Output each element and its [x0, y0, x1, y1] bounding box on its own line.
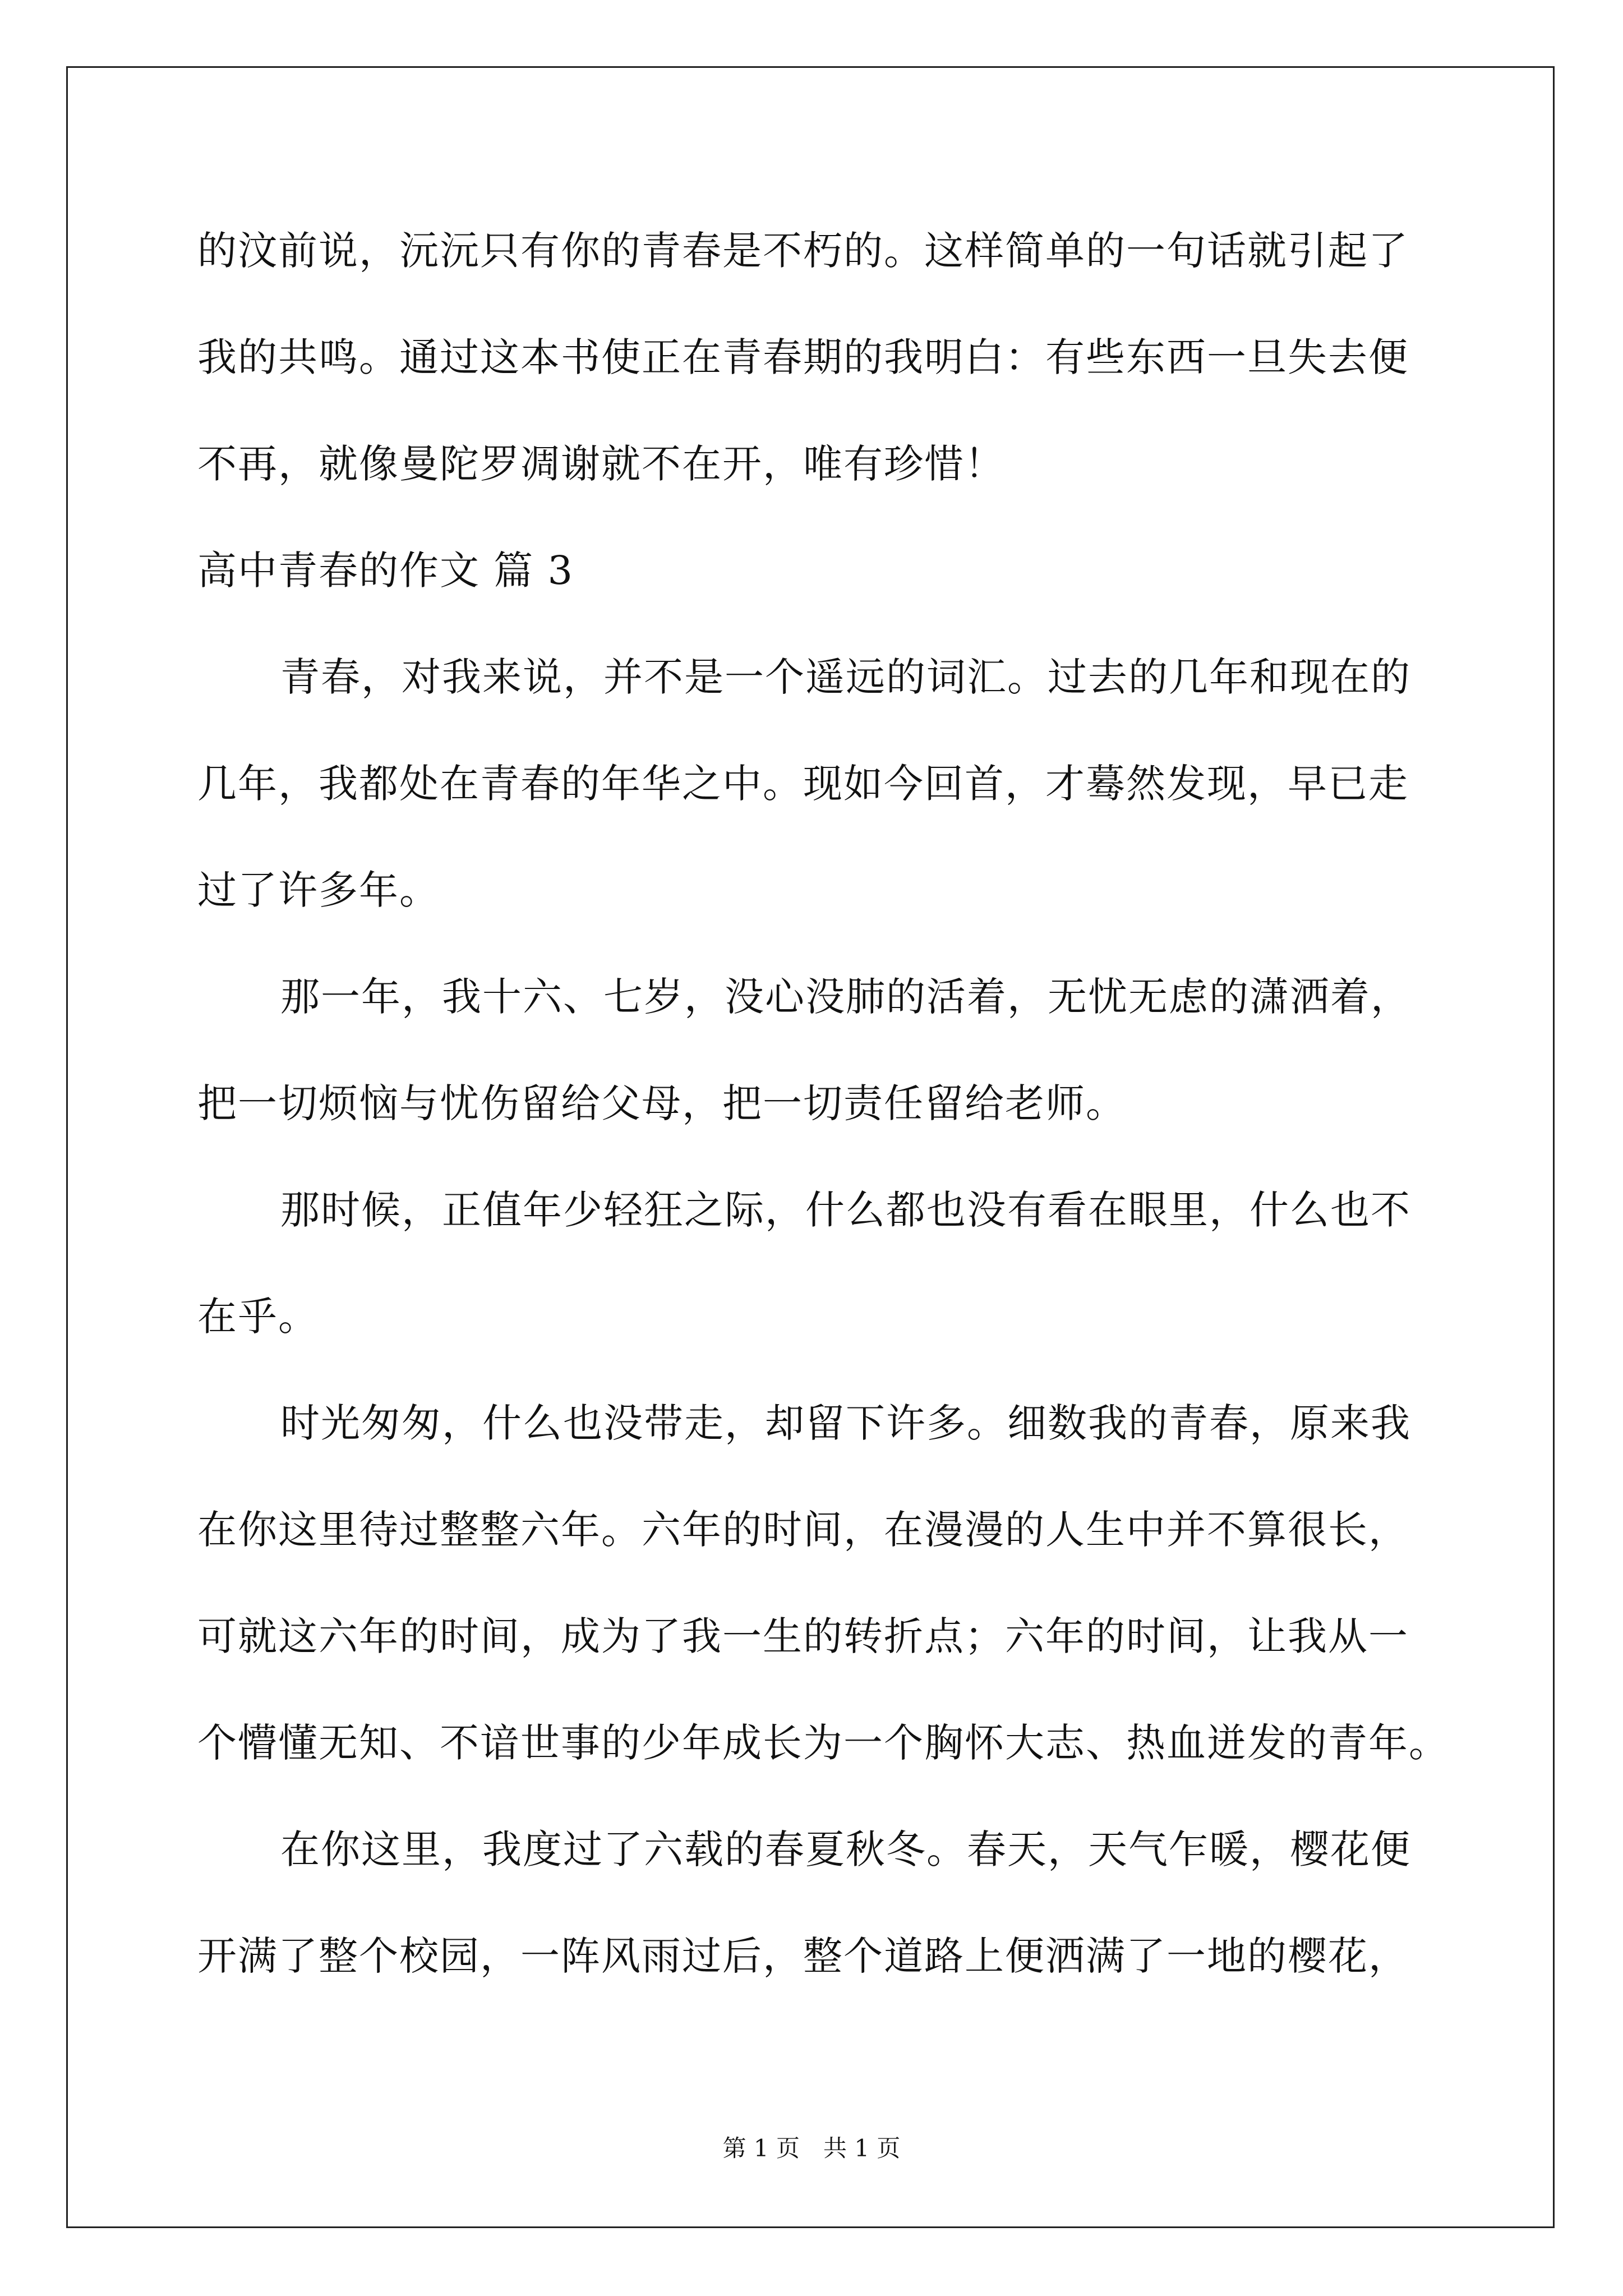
text-line: 在乎。 — [197, 1294, 319, 1340]
text-line: 过了许多年。 — [197, 867, 440, 913]
text-line: 我的共鸣。通过这本书使正在青春期的我明白：有些东西一旦失去便 — [197, 334, 1409, 380]
text-line: 那一年，我十六、七岁，没心没肺的活着，无忧无虑的潇洒着， — [280, 974, 1411, 1020]
text-line: 个懵懂无知、不谙世事的少年成长为一个胸怀大志、热血迸发的青年。 — [197, 1720, 1449, 1766]
section-heading: 高中青春的作文 篇 3 — [197, 547, 574, 593]
text-line: 几年，我都处在青春的年华之中。现如今回首，才蓦然发现，早已走 — [197, 761, 1409, 807]
text-line: 青春，对我来说，并不是一个遥远的词汇。过去的几年和现在的 — [280, 654, 1411, 700]
text-line: 那时候，正值年少轻狂之际，什么都也没有看在眼里，什么也不 — [280, 1187, 1411, 1233]
text-line: 在你这里，我度过了六载的春夏秋冬。春天，天气乍暖，樱花便 — [280, 1826, 1411, 1872]
text-line: 可就这六年的时间，成为了我一生的转折点；六年的时间，让我从一 — [197, 1613, 1409, 1659]
document-body — [197, 197, 1459, 2009]
text-line: 开满了整个校园，一阵风雨过后，整个道路上便洒满了一地的樱花， — [197, 1933, 1409, 1979]
text-line: 在你这里待过整整六年。六年的时间，在漫漫的人生中并不算很长， — [197, 1507, 1409, 1553]
text-line: 不再，就像曼陀罗凋谢就不在开，唯有珍惜！ — [197, 441, 1005, 487]
text-line: 的汶前说，沅沅只有你的青春是不朽的。这样简单的一句话就引起了 — [197, 228, 1409, 274]
text-line: 时光匆匆，什么也没带走，却留下许多。细数我的青春，原来我 — [280, 1400, 1411, 1446]
page-footer: 第 1 页 共 1 页 — [722, 2134, 901, 2162]
text-line: 把一切烦恼与忧伤留给父母，把一切责任留给老师。 — [197, 1080, 1126, 1126]
